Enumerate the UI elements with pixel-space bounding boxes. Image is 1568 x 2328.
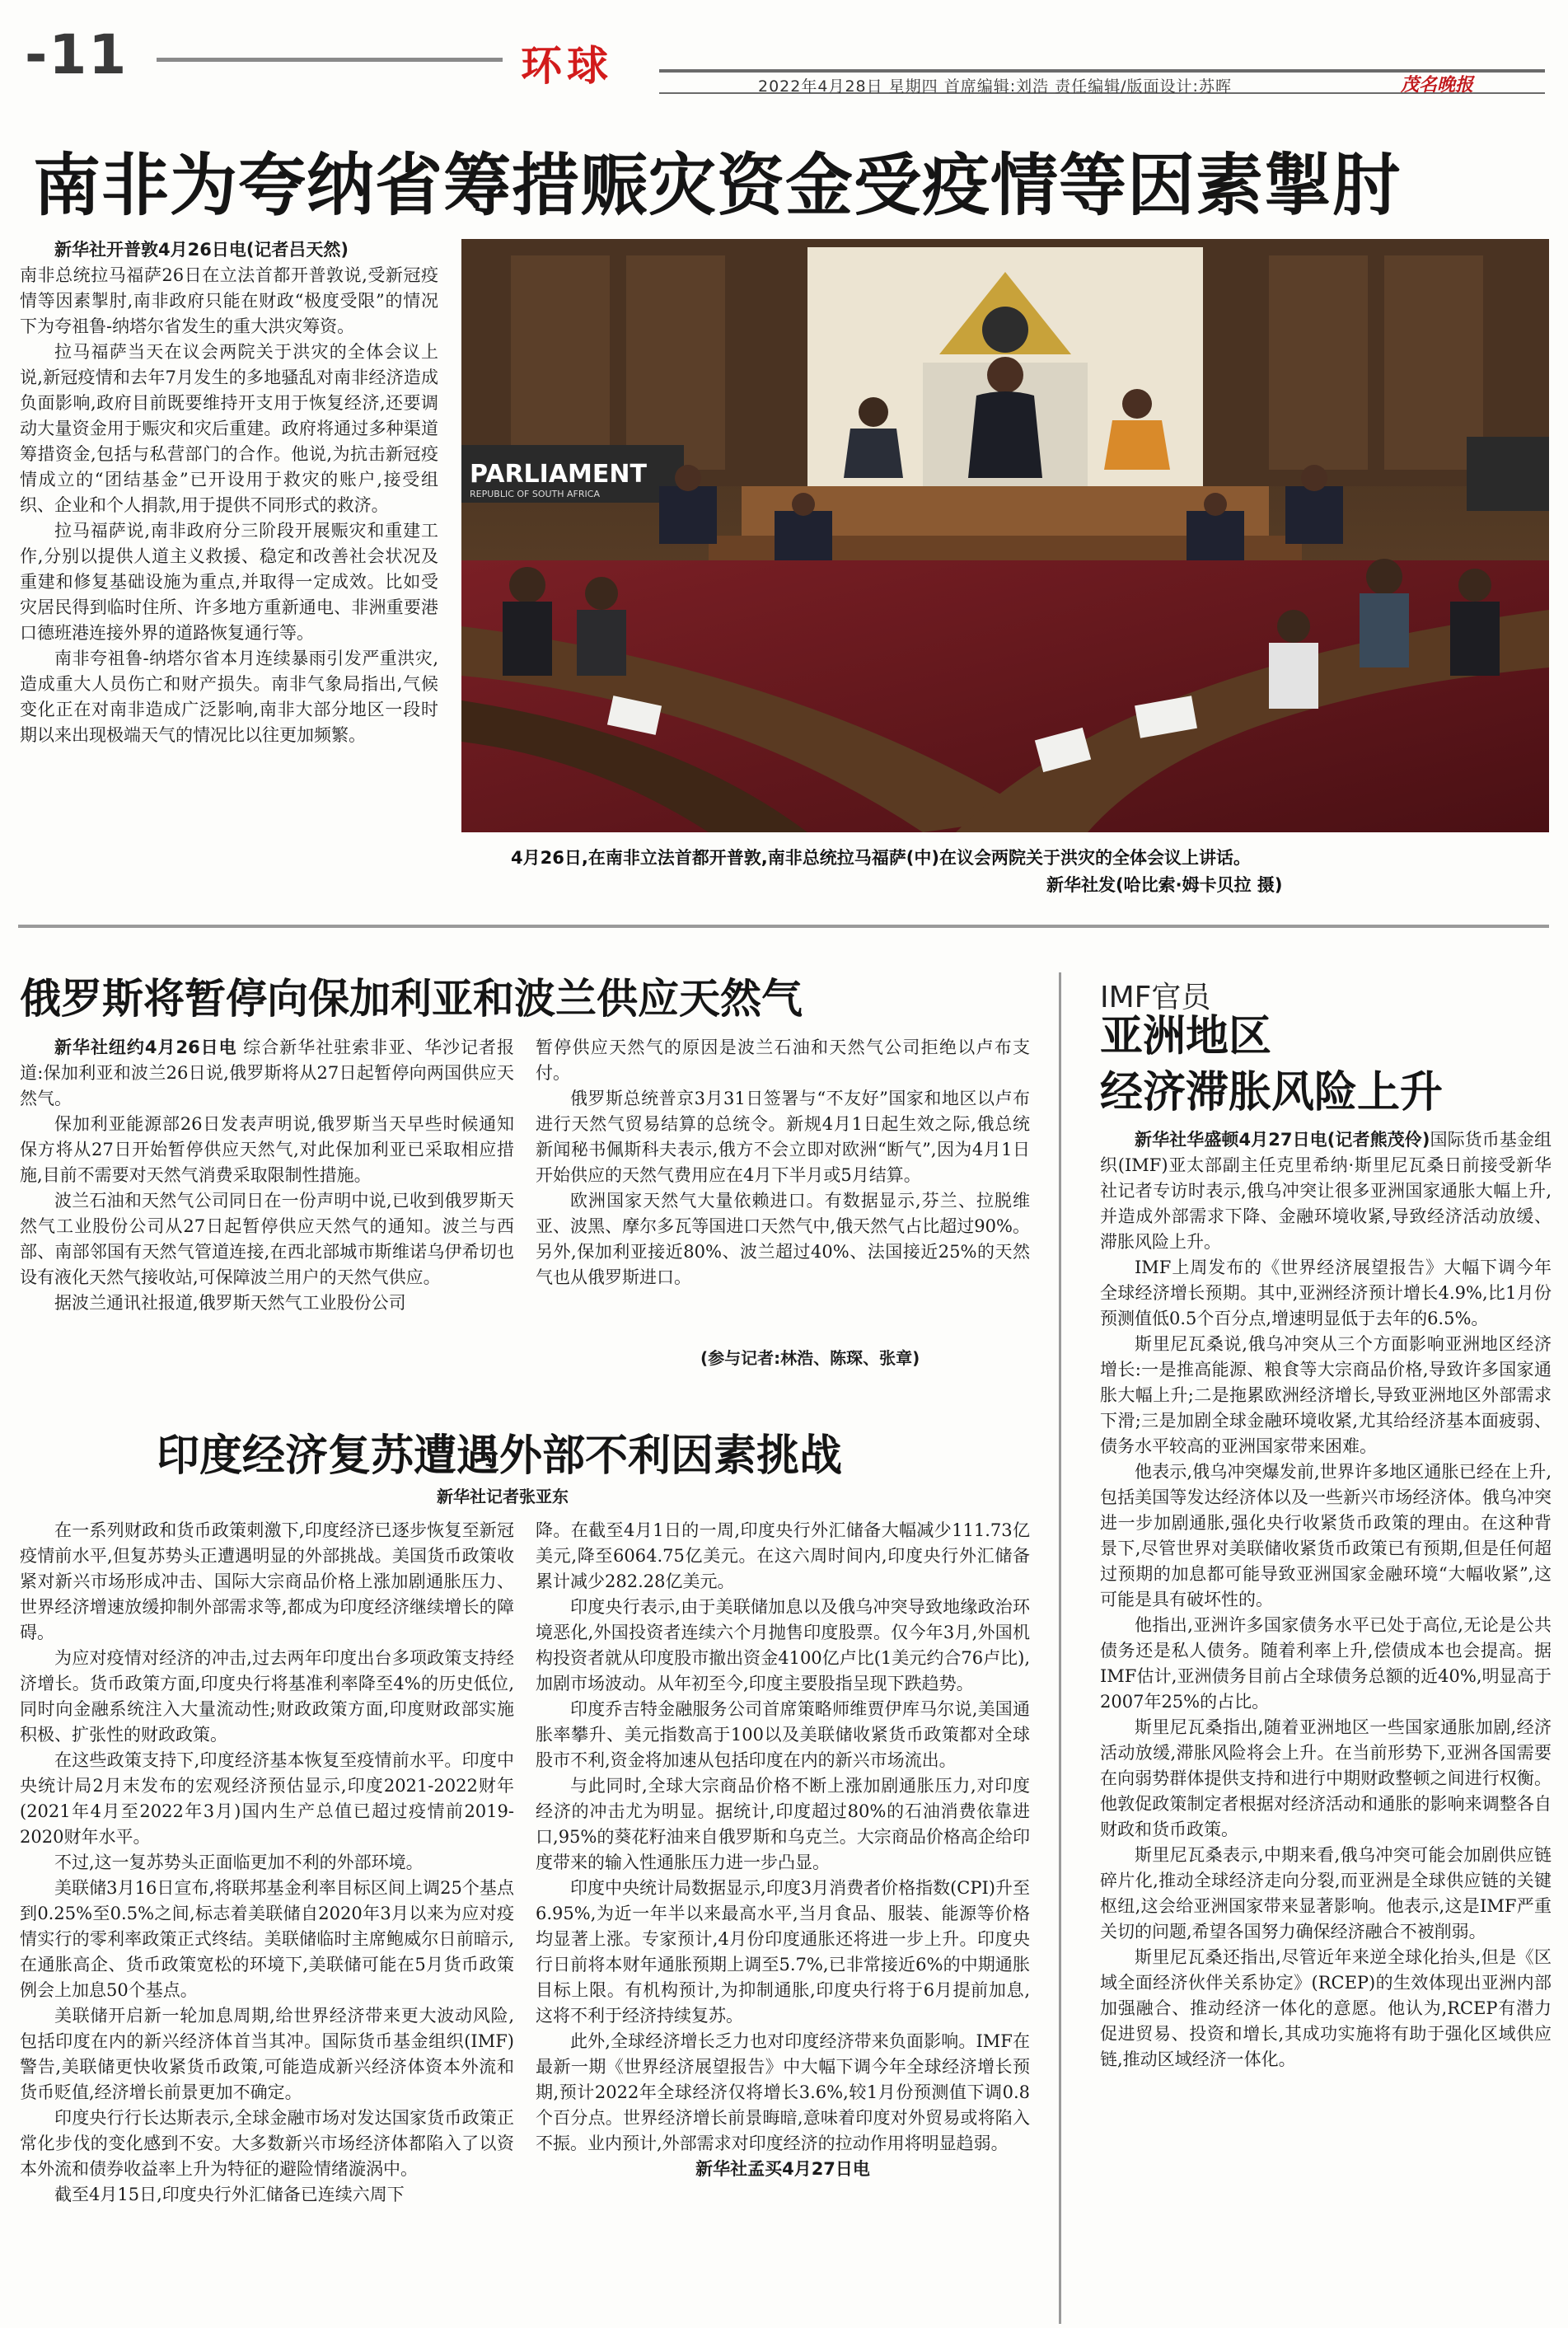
paragraph: 此外,全球经济增长乏力也对印度经济带来负面影响。IMF在最新一期《世界经济展望报告》中大幅下调今年全球经济增长预期,预计2022年全球经济仅将增长3.6%,较1月份预测值下调0.8个百分点。世界经济增长前景晦暗,意味着印度对外贸易或将陷入不振。业内预计,外部需求对印度经济的拉动作用将明显趋弱。 <box>536 2031 1030 2153</box>
byline: 新华社开普敦4月26日电(记者吕天然) <box>54 240 349 260</box>
paragraph: 美联储3月16日宣布,将联邦基金利率目标区间上调25个基点到0.25%至0.5%之间,标志着美联储自2020年3月以来为应对疫情实行的零利率政策正式终结。美联储临时主席鲍威尔日前暗示,在通胀高企、货币政策宽松的环境下,美联储可能在5月货币政策例会上加息50个基点。 <box>20 1878 514 2000</box>
story-title-russia: 俄罗斯将暂停向保加利亚和波兰供应天然气 <box>20 975 803 1023</box>
paragraph: 印度中央统计局数据显示,印度3月消费者价格指数(CPI)升至6.95%,为近一年半以来最高水平,当月食品、服装、能源等价格均显著上涨。专家预计,4月份印度通胀还将进一步上升。印度央行日前将本财年通胀预期上调至5.7%,已非常接近6%的中期通胀目标上限。有机构预计,为抑制通胀,印度央行将于6月提前加息,这将不利于经济持续复苏。 <box>536 1878 1030 2026</box>
byline: 新华社华盛顿4月27日电(记者熊茂伶) <box>1135 1130 1430 1150</box>
story-title-india: 印度经济复苏遭遇外部不利因素挑战 <box>157 1431 843 1481</box>
photo-credit: 新华社发(哈比索·姆卡贝拉 摄) <box>1046 875 1283 895</box>
paragraph: 印度央行行长达斯表示,全球金融市场对发达国家货币政策正常化步伐的变化感到不安。大多数新兴市场经济体都陷入了以资本外流和债券收益率上升为特征的避险情绪漩涡中。 <box>20 2108 514 2179</box>
paragraph: IMF上周发布的《世界经济展望报告》大幅下调今年全球经济增长预期。其中,亚洲经济预计增长4.9%,比1月份预测值低0.5个百分点,增速明显低于去年的6.5%。 <box>1100 1258 1552 1328</box>
paragraph: 俄罗斯总统普京3月31日签署与“不友好”国家和地区以卢布进行天然气贸易结算的总统令。新规4月1日起生效之际,俄总统新闻秘书佩斯科夫表示,俄方不会立即对欧洲“断气”,因为4月1日开始供应的天然气费用应在4月下半月或5月结算。 <box>536 1089 1030 1185</box>
contributing-reporters: (参与记者:林浩、陈琛、张章) <box>700 1348 920 1368</box>
paragraph: 斯里尼瓦桑说,俄乌冲突从三个方面影响亚洲地区经济增长:一是推高能源、粮食等大宗商品价格,导致许多国家通胀大幅上升;二是拖累欧洲经济增长,导致亚洲地区外部需求下滑;三是加剧全球金融环境收紧,尤其给经济基本面疲弱、债务水平较高的亚洲国家带来困难。 <box>1100 1334 1552 1456</box>
story-kicker: IMF官员 <box>1100 981 1211 1014</box>
paragraph: 斯里尼瓦桑指出,随着亚洲地区一些国家通胀加剧,经济活动放缓,滞胀风险将会上升。在当前形势下,亚洲各国需要在向弱势群体提供支持和进行中期财政整顿之间进行权衡。他敦促政策制定者根据对经济活动和通胀的影响来调整各自财政和货币政策。 <box>1100 1717 1552 1839</box>
paragraph: 印度乔吉特金融服务公司首席策略师维贾伊库马尔说,美国通胀率攀升、美元指数高于100以及美联储收紧货币政策都对全球股市不利,资金将加速从包括印度在内的新兴市场流出。 <box>536 1699 1030 1770</box>
story-south-africa <box>20 237 438 748</box>
dateline: 2022年4月28日 星期四 首席编辑:刘浩 责任编辑/版面设计:苏晖 <box>659 69 1545 94</box>
paragraph: 美联储开启新一轮加息周期,给世界经济带来更大波动风险,包括印度在内的新兴经济体首当其冲。国际货币基金组织(IMF)警告,美联储更快收紧货币政策,可能造成新兴经济体资本外流和货币贬值,经济增长前景更加不确定。 <box>20 2006 514 2102</box>
parliament-photo-illustration <box>461 239 1549 832</box>
paragraph: 斯里尼瓦桑表示,中期来看,俄乌冲突可能会加剧供应链碎片化,推动全球经济走向分裂,而亚洲是全球供应链的关键枢纽,这会给亚洲国家带来显著影响。他表示,这是IMF严重关切的问题,希望各国努力确保经济融合不被削弱。 <box>1100 1845 1552 1942</box>
paragraph: 暂停供应天然气的原因是波兰石油和天然气公司拒绝以卢布支付。 <box>536 1038 1030 1083</box>
story-dateline: 新华社孟买4月27日电 <box>695 2159 870 2179</box>
paragraph: 据波兰通讯社报道,俄罗斯天然气工业股份公司 <box>54 1293 406 1313</box>
byline: 新华社记者张亚东 <box>437 1487 569 1506</box>
paragraph: 斯里尼瓦桑还指出,尽管近年来逆全球化抬头,但是《区域全面经济伙伴关系协定》(RCEP)的生效体现出亚洲内部加强融合、推动经济一体化的意愿。他认为,RCEP有潜力促进贸易、投资和增长,其成功实施将有助于强化区域供应链,推动区域经济一体化。 <box>1100 1947 1552 2069</box>
paragraph: 欧洲国家天然气大量依赖进口。有数据显示,芬兰、拉脱维亚、波黑、摩尔多瓦等国进口天然气中,俄天然气占比超过90%。另外,保加利亚接近80%、波兰超过40%、法国接近25%的天然气也从俄罗斯进口。 <box>536 1191 1030 1287</box>
paragraph: 在这些政策支持下,印度经济基本恢复至疫情前水平。印度中央统计局2月末发布的宏观经济预估显示,印度2021-2022财年(2021年4月至2022年3月)国内生产总值已超过疫情前2019-2020财年水平。 <box>20 1750 514 1847</box>
paragraph: 他表示,俄乌冲突爆发前,世界许多地区通胀已经在上升,包括美国等发达经济体以及一些新兴市场经济体。俄乌冲突进一步加剧通胀,强化央行收紧货币政策的理由。在这种背景下,尽管世界对美联储收紧货币政策已有预期,但是任何超过预期的加息都可能导致亚洲国家金融环境“大幅收紧”,这可能是具有破坏性的。 <box>1100 1462 1552 1609</box>
paragraph: 拉马福萨说,南非政府分三阶段开展赈灾和重建工作,分别以提供人道主义救援、稳定和改善社会状况及重建和修复基础设施为重点,并取得一定成效。比如受灾居民得到临时住所、许多地方重新通电、非洲重要港口德班港连接外界的道路恢复通行等。 <box>20 521 438 643</box>
title-line: 亚洲地区 <box>1100 1012 1272 1061</box>
section-char-2: 球 <box>567 42 613 90</box>
section-char-1: 环 <box>521 42 567 90</box>
paragraph: 为应对疫情对经济的冲击,过去两年印度出台多项政策支持经济增长。货币政策方面,印度央行将基准利率降至4%的历史低位,同时向金融系统注入大量流动性;财政政策方面,印度财政部实施积极、扩张性的财政政策。 <box>20 1648 514 1745</box>
paragraph: 在一系列财政和货币政策刺激下,印度经济已逐步恢复至新冠疫情前水平,但复苏势头正遭遇明显的外部挑战。美国货币政策收紧对新兴市场形成冲击、国际大宗商品价格上涨加剧通胀压力、世界经济增速放缓抑制外部需求等,都成为印度经济继续增长的障碍。 <box>20 1520 514 1642</box>
section-divider <box>18 925 1549 928</box>
byline: 新华社纽约4月26日电 <box>54 1038 237 1057</box>
masthead-logo: 茂名晚报 <box>1401 74 1474 96</box>
paragraph: 印度央行表示,由于美联储加息以及俄乌冲突导致地缘政治环境恶化,外国投资者连续六个月抛售印度股票。仅今年3月,外国机构投资者就从印度股市撤出资金4100亿卢比(1美元约合76卢比),加剧市场波动。从年初至今,印度主要股指呈现下跌趋势。 <box>536 1597 1030 1693</box>
page-number: -11 <box>25 23 129 87</box>
paragraph: 波兰石油和天然气公司同日在一份声明中说,已收到俄罗斯天然气工业股份公司从27日起暂停供应天然气的通知。波兰与西部、南部邻国有天然气管道连接,在西北部城市斯维诺乌伊希切也设有液化天然气接收站,可保障波兰用户的天然气供应。 <box>20 1191 514 1287</box>
paragraph: 综合新华社驻索非亚、华沙记者报道:保加利亚和波兰26日说,俄罗斯将从27日起暂停向两国供应天然气。 <box>20 1038 514 1108</box>
story-india-col2 <box>536 1518 1030 2182</box>
paragraph: 与此同时,全球大宗商品价格不断上涨加剧通胀压力,对印度经济的冲击尤为明显。据统计,印度超过80%的石油消费依靠进口,95%的葵花籽油来自俄罗斯和乌克兰。大宗商品价格高企给印度带来的输入性通胀压力进一步凸显。 <box>536 1776 1030 1872</box>
banner-text: PARLIAMENT <box>470 460 647 489</box>
banner-subtext: REPUBLIC OF SOUTH AFRICA <box>470 489 600 499</box>
section-title <box>521 33 613 92</box>
paragraph: 不过,这一复苏势头正面临更加不利的外部环境。 <box>54 1853 424 1872</box>
paragraph: 南非总统拉马福萨26日在立法首都开普敦说,受新冠疫情等因素掣肘,南非政府只能在财政“极度受限”的情况下为夸祖鲁-纳塔尔省发生的重大洪灾筹资。 <box>20 265 438 336</box>
paragraph: 降。在截至4月1日的一周,印度央行外汇储备大幅减少111.73亿美元,降至6064.75亿美元。在这六周时间内,印度央行外汇储备累计减少282.28亿美元。 <box>536 1520 1030 1591</box>
header-rule <box>157 58 503 62</box>
paragraph: 南非夸祖鲁-纳塔尔省本月连续暴雨引发严重洪灾,造成重大人员伤亡和财产损失。南非气象局指出,气候变化正在对南非造成广泛影响,南非大部分地区一段时期以来出现极端天气的情况比以往更加频繁。 <box>20 649 438 745</box>
column-divider <box>1059 972 1061 2324</box>
title-line: 经济滞胀风险上升 <box>1100 1068 1444 1117</box>
paragraph: 保加利亚能源部26日发表声明说,俄罗斯当天早些时候通知保方将从27日开始暂停供应天然气,对此保加利亚已采取相应措施,目前不需要对天然气消费采取限制性措施。 <box>20 1114 514 1185</box>
paragraph: 截至4月15日,印度央行外汇储备已连续六周下 <box>54 2185 405 2204</box>
story-india-col1 <box>20 1518 514 2208</box>
paragraph: 拉马福萨当天在议会两院关于洪灾的全体会议上说,新冠疫情和去年7月发生的多地骚乱对南非经济造成负面影响,政府目前既要维持开支用于恢复经济,还要调动大量资金用于赈灾和灾后重建。政府将通过多种渠道筹措资金,包括与私营部门的合作。他说,为抗击新冠疫情成立的“团结基金”已开设用于救灾的账户,接受组织、企业和个人捐款,用于提供不同形式的救济。 <box>20 342 438 515</box>
news-photo <box>461 239 1549 832</box>
paragraph: 他指出,亚洲许多国家债务水平已处于高位,无论是公共债务还是私人债务。随着利率上升,偿债成本也会提高。据IMF估计,亚洲债务目前占全球债务总额的近40%,明显高于2007年25%的占比。 <box>1100 1615 1552 1712</box>
story-russia-col2 <box>536 1035 1030 1290</box>
photo-caption: 4月26日,在南非立法首都开普敦,南非总统拉马福萨(中)在议会两院关于洪灾的全体会议上讲话。 <box>511 848 1251 868</box>
story-russia-col1 <box>20 1035 514 1316</box>
story-imf <box>1100 1127 1552 2073</box>
story-title-imf <box>1100 1009 1443 1121</box>
main-headline: 南非为夸纳省筹措赈灾资金受疫情等因素掣肘 <box>33 147 1402 225</box>
paragraph: 国际货币基金组织(IMF)亚太部副主任克里希纳·斯里尼瓦桑日前接受新华社记者专访时表示,俄乌冲突让很多亚洲国家通胀大幅上升,并造成外部需求下降、金融环境收紧,导致经济活动放缓、滞胀风险上升。 <box>1100 1130 1552 1252</box>
